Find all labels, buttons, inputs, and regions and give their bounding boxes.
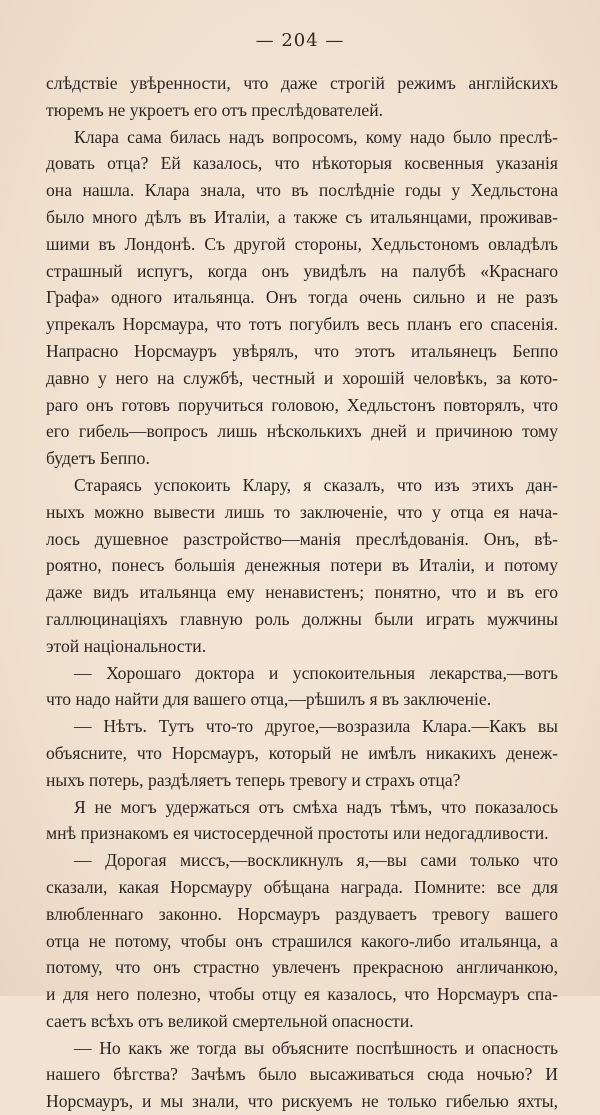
- text-line: — Но какъ же тогда вы объясните поспѣшность и опасность: [74, 1037, 558, 1058]
- text-line: было много дѣлъ въ Италіи, а также съ итальянцами, проживав-: [46, 206, 558, 227]
- text-line: слѣдствіе увѣренности, что даже строгій режимъ англійскихъ: [46, 73, 558, 93]
- text-line: даже видъ итальянца ему ненавистенъ; понятно, что и въ его: [46, 582, 558, 603]
- text-line: галлюцинаціяхъ главную роль должны были играть мужчины: [46, 608, 558, 629]
- text-line: мнѣ признакомъ ея чистосердечной простоты или недогадливости.: [46, 823, 549, 844]
- text-line: этой національности.: [46, 635, 207, 656]
- text-line: — Нѣтъ. Тутъ что-то другое,—возразила Клара.—Какъ вы: [74, 716, 558, 737]
- text-line: Норсмауръ, и мы знали, что рискуемъ не только гибелью яхты,: [46, 1091, 558, 1112]
- text-line: отца не потому, чтобы онъ страшился какого-либо итальянца, а: [46, 930, 558, 951]
- text-line: Стараясь успокоить Клару, я сказалъ, что изъ этихъ дан-: [74, 474, 558, 495]
- text-line: она нашла. Клара знала, что въ послѣдніе годы у Хедльстона: [46, 180, 558, 201]
- text-line: будетъ Беппо.: [46, 448, 150, 469]
- text-line: потому, что онъ страстно увлеченъ прекрасною англичанкою,: [46, 957, 558, 978]
- text-line: сказали, какая Норсмауру обѣщана награда. Помните: все для: [46, 876, 558, 897]
- text-line: его гибель—вопросъ лишь нѣсколькихъ дней и причиною тому: [46, 421, 558, 442]
- text-line: ныхъ можно вывести лишь то заключеніе, что у отца ея нача-: [46, 501, 558, 522]
- text-line: Напрасно Норсмауръ увѣрялъ, что этотъ итальянецъ Беппо: [46, 340, 558, 361]
- text-line: и для него полезно, чтобы отцу ея казалось, что Норсмауръ спа-: [46, 984, 558, 1005]
- text-line: объясните, что Норсмауръ, который не имѣлъ никакихъ денеж-: [46, 742, 558, 763]
- text-line: нашего бѣгства? Зачѣмъ было высаживаться сюда ночью? И: [46, 1064, 558, 1085]
- text-line: влюбленнаго законно. Норсмауръ раздуваетъ тревогу вашего: [46, 903, 558, 924]
- text-line: упрекалъ Норсмаура, что тотъ погубилъ весь планъ его спасенія.: [46, 314, 558, 335]
- text-line: ныхъ потерь, раздѣляетъ теперь тревогу и страхъ отца?: [46, 769, 461, 790]
- text-line: Графа» одного итальянца. Онъ тогда очень сильно и не разъ: [46, 287, 558, 308]
- text-line: — Дорогая миссъ,—воскликнулъ я,—вы сами только что: [74, 850, 558, 871]
- text-line: лось душевное разстройство—манія преслѣдованія. Онъ, вѣ-: [46, 528, 558, 549]
- text-line: саетъ всѣхъ отъ великой смертельной опасности.: [46, 1010, 414, 1031]
- text-line: довать отца? Ей казалось, что нѣкоторыя косвенныя указанія: [46, 153, 558, 174]
- text-line: Я не могъ удержаться отъ смѣха надъ тѣмъ, что показалось: [74, 796, 558, 817]
- text-line: тюремъ не укроетъ его отъ преслѣдователей.: [46, 99, 384, 120]
- text-line: что надо найти для вашего отца,—рѣшилъ я въ заключеніе.: [46, 689, 492, 710]
- text-line: — Хорошаго доктора и успокоительныя лекарства,—вотъ: [74, 662, 558, 683]
- text-line: страшный испугъ, когда онъ увидѣлъ на палубѣ «Краснаго: [46, 260, 558, 281]
- page-number: — 204 —: [255, 30, 345, 51]
- text-line: роятно, понесъ большія денежныя потери въ Италіи, и потому: [46, 555, 558, 576]
- text-line: Клара сама билась надъ вопросомъ, кому надо было преслѣ-: [74, 126, 558, 147]
- text-line: шими въ Лондонѣ. Съ другой стороны, Хедльстономъ овладѣлъ: [46, 233, 558, 254]
- text-line: раго онъ готовъ поручиться головою, Хедльстонъ повторялъ, что: [46, 394, 558, 415]
- text-line: давно у него на службѣ, честный и хорошій человѣкъ, за кото-: [46, 367, 558, 388]
- body-text: [46, 70, 558, 1115]
